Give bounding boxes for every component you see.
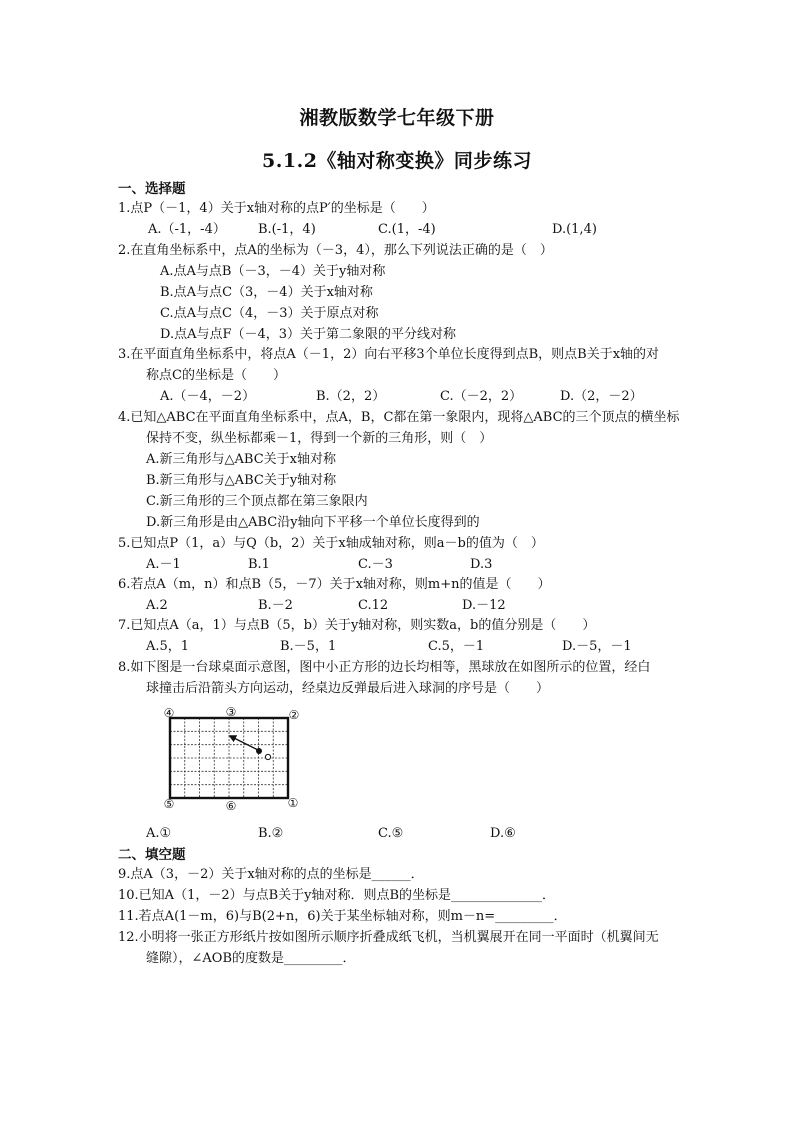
question-2-option-a: A.点A与点B（－3，－4）关于y轴对称 bbox=[160, 264, 386, 279]
document-title: 湘教版数学七年级下册 bbox=[299, 107, 495, 129]
question-3-stem-line-1: 3.在平面直角坐标系中，将点A（－1，2）向右平移3个单位长度得到点B，则点B关于x轴的对 bbox=[118, 347, 660, 362]
question-2-stem: 2.在直角坐标系中，点A的坐标为（－3，4），那么下列说法正确的是（ ） bbox=[118, 243, 553, 258]
question-11: 11.若点A(1－m，6)与B(2+n，6)关于某坐标轴对称，则m－n=_________． bbox=[118, 909, 567, 924]
question-6-option-b: B.－2 bbox=[258, 598, 293, 613]
question-7-stem: 7.已知点A（a，1）与点B（5，b）关于y轴对称，则实数a，b的值分别是（ ） bbox=[118, 618, 596, 633]
question-5-stem: 5.已知点P（1，a）与Q（b，2）关于x轴成轴对称，则a－b的值为（ ） bbox=[118, 536, 544, 551]
question-5-option-c: C.－3 bbox=[358, 557, 393, 572]
hole-6-label: ⑥ bbox=[225, 799, 237, 813]
question-12-stem-line-1: 12.小明将一张正方形纸片按如图所示顺序折叠成纸飞机，当机翼展开在同一平面时（机翼间无 bbox=[118, 930, 659, 945]
question-1-stem: 1.点P（－1，4）关于x轴对称的点P′的坐标是（ ） bbox=[118, 201, 435, 216]
question-7-option-c: C.5，－1 bbox=[428, 639, 485, 654]
question-2-option-b: B.点A与点C（3，－4）关于x轴对称 bbox=[160, 285, 373, 300]
section-heading-fill: 二、填空题 bbox=[118, 847, 186, 863]
question-8-option-b: B.② bbox=[258, 826, 284, 841]
question-4-option-d: D.新三角形是由△ABC沿y轴向下平移一个单位长度得到的 bbox=[146, 515, 480, 530]
question-5-option-a: A.－1 bbox=[146, 557, 181, 572]
question-3-option-d: D.（2，－2） bbox=[560, 389, 643, 404]
question-3-option-a: A.（－4，－2） bbox=[160, 389, 256, 404]
question-1-option-d: D.(1,4) bbox=[552, 222, 597, 237]
question-5-option-b: B.1 bbox=[248, 557, 270, 572]
question-6-option-d: D.－12 bbox=[462, 598, 506, 613]
question-8-option-a: A.① bbox=[146, 826, 172, 841]
question-3-stem-line-2: 称点C的坐标是（ ） bbox=[146, 368, 286, 383]
question-3-option-b: B.（2，2） bbox=[316, 389, 386, 404]
question-10: 10.已知A（1，－2）与点B关于y轴对称．则点B的坐标是______________． bbox=[118, 888, 556, 903]
question-5-option-d: D.3 bbox=[470, 557, 493, 572]
question-1-option-b: B.(-1，4) bbox=[258, 222, 316, 237]
document-subtitle: 5.1.2《轴对称变换》同步练习 bbox=[262, 150, 532, 172]
hole-1-label: ① bbox=[287, 796, 299, 810]
question-6-stem: 6.若点A（m，n）和点B（5，－7）关于x轴对称，则m+n的值是（ ） bbox=[118, 577, 551, 592]
question-1-option-c: C.(1，-4) bbox=[378, 222, 436, 237]
question-1-option-a: A.（-1，-4） bbox=[148, 222, 226, 237]
question-6-option-a: A.2 bbox=[146, 598, 168, 613]
question-8-option-c: C.⑤ bbox=[378, 826, 404, 841]
question-7-option-d: D.－5，－1 bbox=[562, 639, 632, 654]
question-8-stem-line-1: 8.如下图是一台球桌面示意图，图中小正方形的边长均相等，黑球放在如图所示的位置，经白 bbox=[118, 660, 651, 675]
question-4-option-c: C.新三角形的三个顶点都在第三象限内 bbox=[146, 494, 368, 509]
black-ball bbox=[256, 748, 262, 754]
question-9: 9.点A（3，－2）关于x轴对称的点的坐标是______． bbox=[118, 867, 424, 882]
hole-4-label: ④ bbox=[163, 706, 175, 720]
question-4-option-a: A.新三角形与△ABC关于x轴对称 bbox=[146, 452, 336, 467]
hole-3-label: ③ bbox=[225, 705, 237, 719]
question-7-option-b: B.－5，1 bbox=[280, 639, 337, 654]
question-8-stem-line-2: 球撞击后沿箭头方向运动，经桌边反弹最后进入球洞的序号是（ ） bbox=[146, 681, 550, 696]
hole-5-label: ⑤ bbox=[163, 797, 175, 811]
question-4-stem-line-1: 4.已知△ABC在平面直角坐标系中，点A，B，C都在第一象限内，现将△ABC的三个顶点的横坐标 bbox=[118, 410, 680, 425]
question-6-option-c: C.12 bbox=[358, 598, 389, 613]
question-8-option-d: D.⑥ bbox=[490, 826, 516, 841]
hole-2-label: ② bbox=[288, 708, 300, 722]
question-2-option-d: D.点A与点F（－4，3）关于第二象限的平分线对称 bbox=[160, 327, 457, 342]
billiard-table-diagram bbox=[158, 704, 308, 814]
question-7-option-a: A.5，1 bbox=[146, 639, 190, 654]
arrow-path bbox=[232, 737, 260, 751]
question-4-option-b: B.新三角形与△ABC关于y轴对称 bbox=[146, 473, 337, 488]
question-2-option-c: C.点A与点C（4，－3）关于原点对称 bbox=[160, 306, 379, 321]
question-4-stem-line-2: 保持不变，纵坐标都乘－1，得到一个新的三角形，则（ ） bbox=[146, 431, 493, 446]
question-12-stem-line-2: 缝隙），∠AOB的度数是_________． bbox=[146, 951, 356, 966]
section-heading-choice: 一、选择题 bbox=[118, 181, 186, 197]
question-3-option-c: C.（－2，2） bbox=[440, 389, 523, 404]
white-ball bbox=[265, 754, 270, 759]
